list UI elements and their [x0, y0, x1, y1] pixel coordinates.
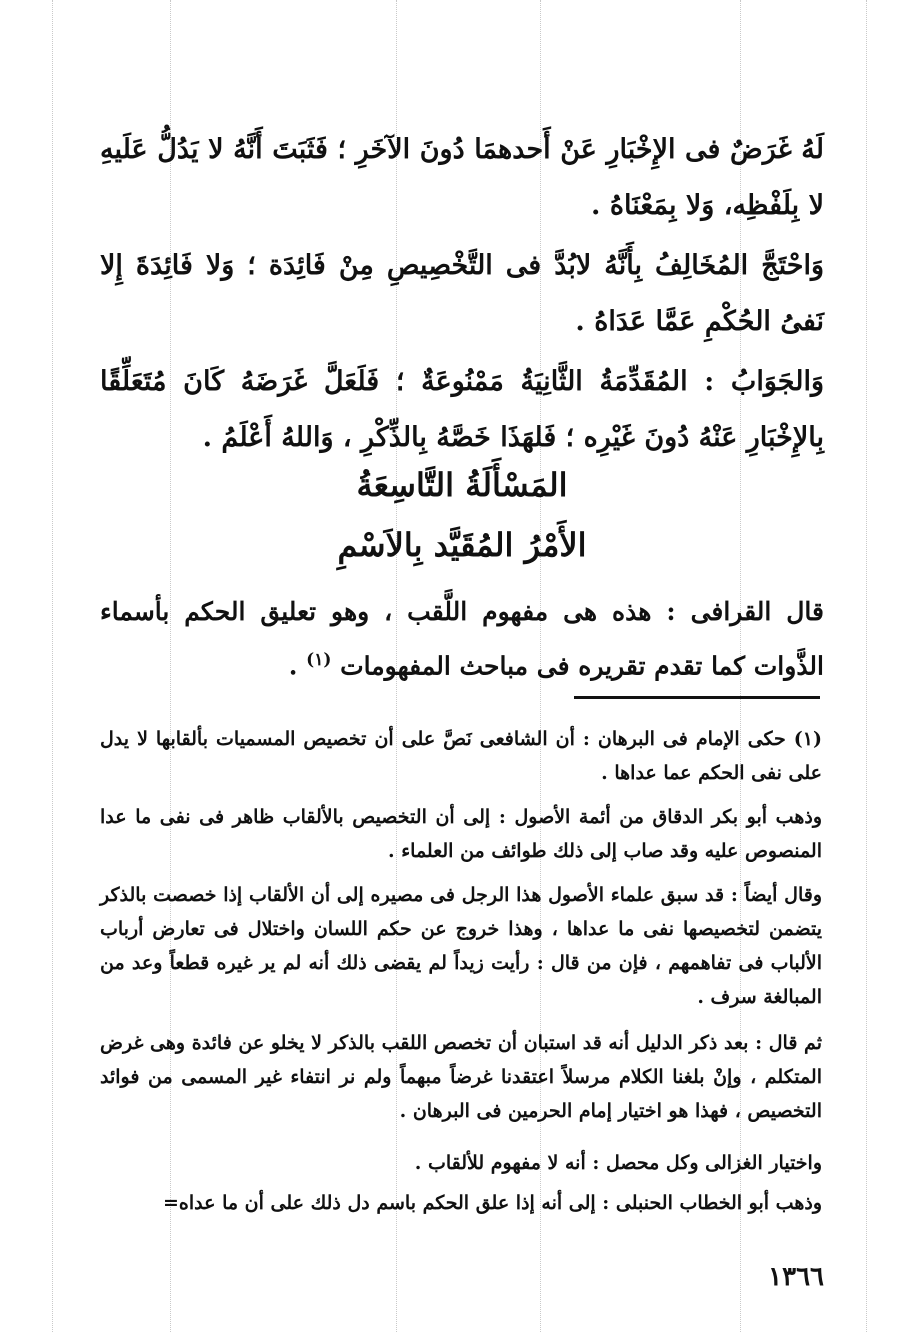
issue-title: الأَمْرُ المُقَيَّد بِالاَسْمِ [337, 526, 587, 564]
page-number: ١٣٦٦ [768, 1262, 824, 1292]
qarafi-text: قال القرافى : هذه هى مفهوم اللَّقب ، وهو تعليق الحكم بأسماء الذَّوات كما تقدم تقريره فى مباحث المفهومات [100, 597, 824, 681]
qarafi-end: . [288, 651, 307, 681]
issue-heading: المَسْأَلَةُ التَّاسِعَةُ [356, 466, 568, 504]
footnote-5: واختيار الغزالى وكل محصل : أنه لا مفهوم للألقاب . [414, 1152, 822, 1174]
paragraph-2: وَاحْتَجَّ المُخَالِفُ بِأَنَّهُ لابُدَّ فى التَّخْصِيصِ مِنْ فَائِدَة ؛ وَلا فَائِدَةَ إِلا نَفىُ الحُكْمِ عَمَّا عَدَاهُ . [100, 250, 824, 337]
paragraph-1: لَهُ غَرَضٌ فى الإِخْبَارِ عَنْ أَحدهمَا دُونَ الآخَرِ ؛ فَثَبَتَ أَنَّهُ لا يَدُلُّ عَلَيهِ لا بِلَفْظِه، وَلا بِمَعْنَاهُ . [100, 134, 824, 221]
footnote-4: ثم قال : بعد ذكر الدليل أنه قد استبان أن تخصص اللقب بالذكر لا يخلو عن فائدة وهى غرض المتكلم ، وإنْ بلغنا الكلام مرسلاً اعتقدنا غرضاً مبهماً ولم نر انتفاء غير المسمى من فوائد التخصيص ، فهذا هو اختيار إمام الحرمين فى البرهان . [100, 1032, 822, 1122]
footnote-2: وذهب أبو بكر الدقاق من أئمة الأصول : إلى أن التخصيص بالألقاب ظاهر فى نفى ما عدا المنصوص عليه وقد صاب إلى ذلك طوائف من العلماء . [100, 806, 822, 862]
margin-guide-line [52, 0, 53, 1332]
footnote-reference: (١) [306, 650, 332, 670]
footnote-separator [574, 696, 820, 699]
main-text-block [100, 354, 824, 466]
footnote-3: وقال أيضاً : قد سبق علماء الأصول هذا الرجل فى مصيره إلى أن الألقاب إذا خصصت بالذكر يتضمن لتخصيصها نفى ما عداها ، وهذا خروج عن حكم اللسان واختلال فى تعارض أرباب الألباب فى تفاهمهم ، فإن من قال : رأيت زيداً لم يقضى ذلك أنه لم ير غيره قطعاً وعد من المبالغة سرف . [100, 884, 822, 1008]
main-text-block [100, 122, 824, 234]
margin-guide-line [866, 0, 867, 1332]
paragraph-3: وَالجَوَابُ : المُقَدِّمَةُ الثَّانِيَةُ مَمْنُوعَةٌ ؛ فَلَعَلَّ غَرَضَهُ كَانَ مُتَعَلِّقًا بِالإِخْبَارِ عَنْهُ دُونَ غَيْرِه ؛ فَلهَذَا خَصَّهُ بِالذِّكْرِ ، وَاللهُ أَعْلَمُ . [100, 366, 824, 453]
qarafi-paragraph [100, 588, 824, 690]
footnote-1: (١) حكى الإمام فى البرهان : أن الشافعى نَصَّ على أن تخصيص المسميات بألقابها لا يدل على نفى الحكم عما عداها . [100, 728, 822, 784]
main-text-block [100, 238, 824, 350]
footnote-6: وذهب أبو الخطاب الحنبلى : إلى أنه إذا علق الحكم باسم دل ذلك على أن ما عداه= [163, 1192, 822, 1214]
